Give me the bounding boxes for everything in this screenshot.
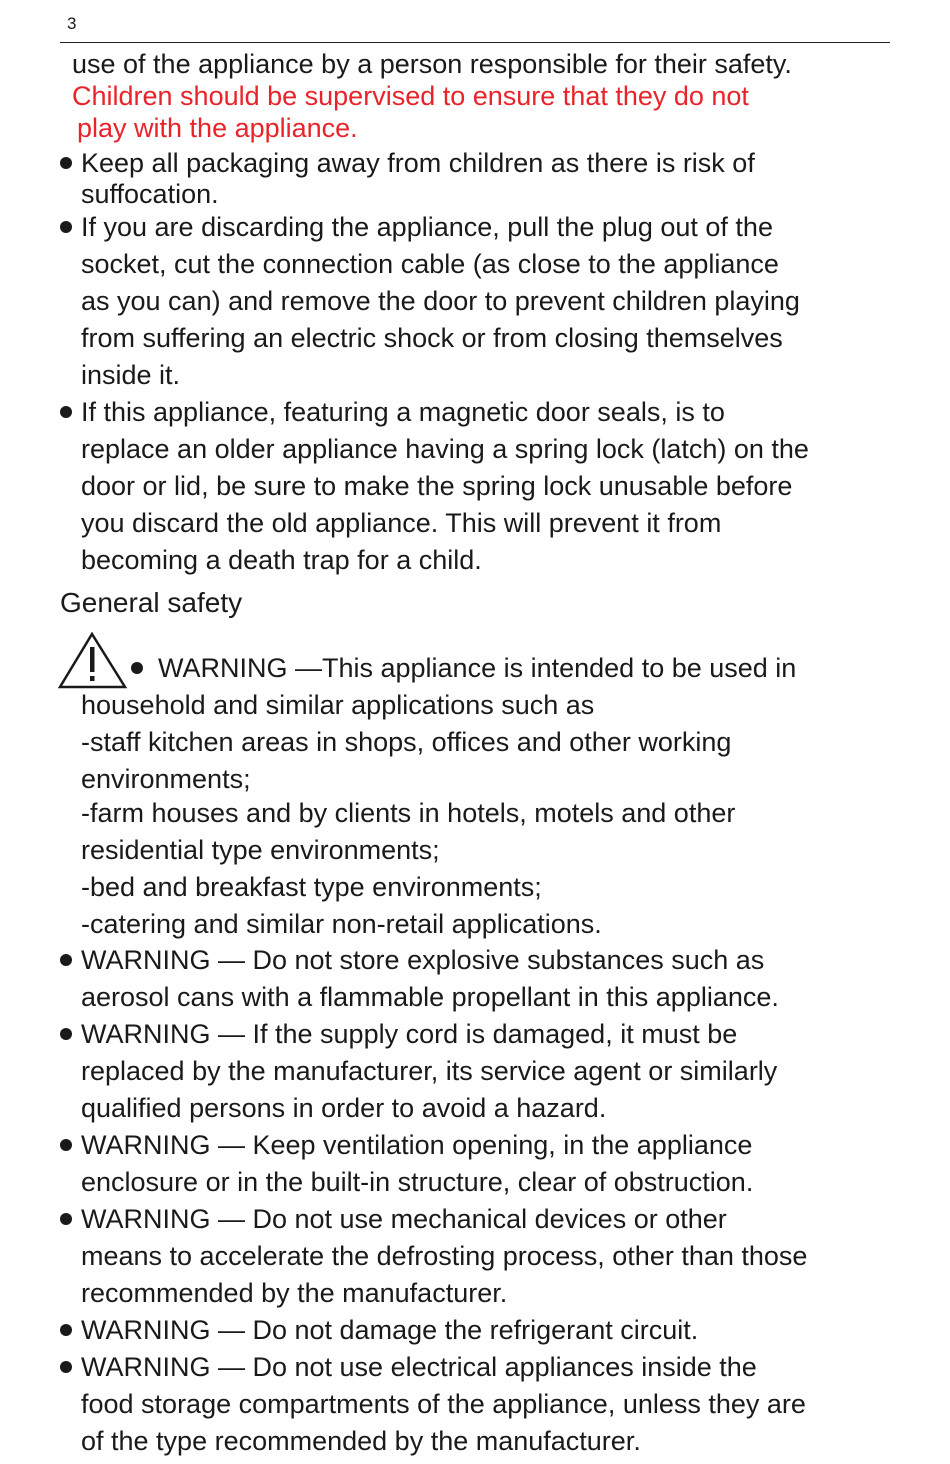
bullet-marker (60, 1324, 72, 1336)
bullet-text-line: becoming a death trap for a child. (81, 545, 482, 575)
section-heading: General safety (60, 587, 243, 618)
warning-text-line: WARNING — If the supply cord is damaged, it must be (81, 1019, 738, 1049)
warning-text-line: recommended by the manufacturer. (81, 1278, 508, 1308)
warning-text-line: aerosol cans with a flammable propellant in this appliance. (81, 982, 779, 1012)
warning-text-line: WARNING — Keep ventilation opening, in the appliance (81, 1130, 753, 1160)
bullet-marker (60, 1139, 72, 1151)
bullet-marker (60, 157, 72, 169)
bullet-text-line: socket, cut the connection cable (as close to the appliance (81, 249, 779, 279)
warning-text-line: household and similar applications such as (81, 690, 595, 720)
bullet-text-line: suffocation. (81, 179, 219, 209)
warning-text-line: means to accelerate the defrosting process, other than those (81, 1241, 808, 1271)
warning-text-line: of the type recommended by the manufacturer. (81, 1426, 641, 1456)
supervision-line-2: play with the appliance. (77, 113, 358, 143)
warning-text-line: enclosure or in the built-in structure, clear of obstruction. (81, 1167, 754, 1197)
bullet-marker (60, 1361, 72, 1373)
warning-text-line: food storage compartments of the appliance, unless they are (81, 1389, 806, 1419)
bullet-text-line: door or lid, be sure to make the spring lock unusable before (81, 471, 793, 501)
warning-text-line: WARNING —This appliance is intended to be used in (158, 653, 797, 683)
warning-text-line: qualified persons in order to avoid a hazard. (81, 1093, 607, 1123)
bullet-marker (60, 221, 72, 233)
bullet-text-line: you discard the old appliance. This will prevent it from (81, 508, 722, 538)
bullet-text-line: If this appliance, featuring a magnetic door seals, is to (81, 397, 725, 427)
bullet-marker (60, 1213, 72, 1225)
supervision-line-1: Children should be supervised to ensure that they do not (72, 81, 749, 111)
warning-text-line: WARNING — Do not store explosive substances such as (81, 945, 765, 975)
bullet-marker (60, 1028, 72, 1040)
warning-text-line: WARNING — Do not use electrical appliances inside the (81, 1352, 757, 1382)
bullet-text-line: as you can) and remove the door to prevent children playing (81, 286, 800, 316)
warning-triangle-icon (58, 631, 128, 689)
bullet-text-line: Keep all packaging away from children as there is risk of (81, 148, 755, 178)
warning-text-line: WARNING — Do not use mechanical devices or other (81, 1204, 727, 1234)
warning-text-line: environments; (81, 764, 251, 794)
warning-text-line: residential type environments; (81, 835, 440, 865)
warning-text-line: -staff kitchen areas in shops, offices and other working (81, 727, 732, 757)
warning-text-line: -catering and similar non-retail applications. (81, 909, 602, 939)
bullet-marker (60, 406, 72, 418)
bullet-marker (131, 662, 143, 674)
bullet-text-line: replace an older appliance having a spring lock (latch) on the (81, 434, 809, 464)
header-rule (60, 42, 890, 43)
warning-text-line: -farm houses and by clients in hotels, motels and other (81, 798, 736, 828)
warning-text-line: replaced by the manufacturer, its service agent or similarly (81, 1056, 778, 1086)
warning-text-line: WARNING — Do not damage the refrigerant circuit. (81, 1315, 699, 1345)
page-number: 3 (67, 14, 77, 33)
intro-continued-line: use of the appliance by a person responsible for their safety. (72, 49, 792, 79)
bullet-text-line: If you are discarding the appliance, pull the plug out of the (81, 212, 773, 242)
bullet-text-line: inside it. (81, 360, 181, 390)
bullet-marker (60, 954, 72, 966)
warning-text-line: -bed and breakfast type environments; (81, 872, 542, 902)
bullet-text-line: from suffering an electric shock or from closing themselves (81, 323, 783, 353)
